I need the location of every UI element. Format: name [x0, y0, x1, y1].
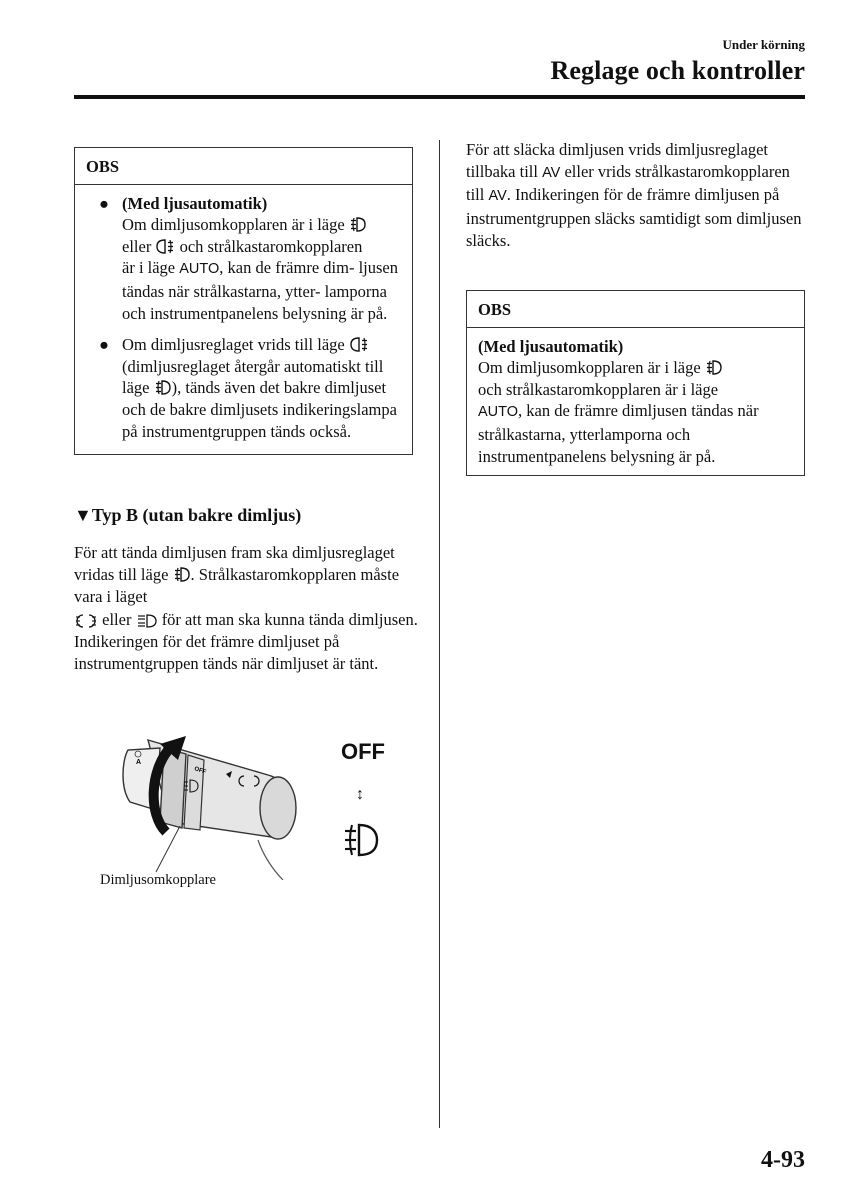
heading-text: Typ B (utan bakre dimljus) — [91, 505, 302, 525]
triangle-marker-icon: ▼ — [74, 505, 92, 525]
column-divider — [439, 140, 440, 1128]
up-down-arrow-icon: ↕ — [356, 786, 364, 803]
obs-title: (Med ljusautomatik) — [478, 336, 624, 356]
bullet-text: är i läge — [122, 258, 176, 278]
left-paragraph — [74, 542, 419, 675]
bullet-text: Om dimljusomkopplaren är i läge — [122, 215, 345, 235]
front-fog-lamp-icon — [350, 216, 366, 233]
header-section: Under körning — [722, 37, 805, 52]
para-text: För att tända dimljusen fram ska dimljusreglaget vridas till läge — [74, 543, 395, 585]
obs-box-right — [466, 290, 805, 476]
page-title: Reglage och kontroller — [550, 56, 805, 85]
rear-fog-lamp-icon — [350, 336, 368, 353]
header-rule — [74, 95, 805, 99]
obs-bullet-1: ● (Med ljusautomatik) Om dimljusomkopplaren är i läge eller och strålkastaromkopplaren är i läge AUTO, kan de främre dim- ljusen tändas när strålkastarna, ytter- lamporna och instrumentpanelens belysning är på. — [86, 193, 401, 325]
headlight-icon — [137, 614, 157, 628]
bullet-title: (Med ljusautomatik) — [122, 193, 268, 213]
auto-label: AUTO — [179, 261, 220, 278]
obs-box-left — [74, 147, 413, 455]
obs-text: Om dimljusomkopplaren är i läge — [478, 358, 701, 378]
bullet-text: Om dimljusreglaget vrids till läge — [122, 335, 345, 355]
front-fog-lamp-icon — [174, 566, 190, 583]
section-heading-typ-b — [74, 505, 301, 526]
bullet-text: eller — [122, 236, 152, 256]
auto-label: AUTO — [478, 404, 519, 421]
obs-heading: OBS — [75, 148, 412, 185]
parking-light-icon — [75, 614, 97, 628]
av-label: AV — [542, 165, 561, 182]
av-label: AV — [488, 188, 507, 205]
para-text: . Indikeringen för de främre dimljusen på instrumentgruppen släcks samtidigt som dimljusen släcks. — [466, 185, 802, 250]
front-fog-lamp-icon — [343, 820, 379, 860]
obs-text: och strålkastaromkopplaren är i läge — [478, 379, 719, 399]
off-label: OFF — [341, 739, 385, 764]
obs-text: , kan de främre dimljusen tändas när strålkastarna, ytterlamporna och instrumentpanelens belysning är på. — [478, 401, 759, 466]
para-text: för att man ska kunna tända dimljusen. — [161, 609, 418, 629]
rear-fog-lamp-icon — [156, 238, 174, 255]
illustration-caption: Dimljusomkopplare — [100, 872, 216, 888]
front-fog-lamp-icon — [155, 379, 171, 396]
bullet-text: , kan de främre dim- ljusen tändas när strålkastarna, ytter- lamporna och instrumentpanelens belysning är på. — [122, 258, 398, 323]
page-number: 4-93 — [761, 1147, 805, 1173]
right-paragraph — [466, 139, 811, 252]
bullet-text: (dimljusreglaget återgår automatiskt till läge — [122, 356, 384, 398]
para-text: eller vrids strålkastaromkopplaren till — [466, 162, 790, 205]
obs-heading: OBS — [467, 291, 804, 328]
bullet-text: och strålkastaromkopplaren — [179, 236, 363, 256]
auto-mark-icon: A — [136, 759, 142, 766]
switch-off-label: OFF — [193, 766, 207, 776]
para-text: För att släcka dimljusen vrids dimljusreglaget tillbaka till — [466, 140, 768, 182]
front-fog-lamp-icon — [706, 359, 722, 376]
para-text: Indikeringen för det främre dimljuset på instrumentgruppen tänds när dimljuset är tänt. — [74, 631, 379, 674]
obs-bullet-2: ● Om dimljusreglaget vrids till läge (dimljusreglaget återgår automatiskt till läge ), tänds även det bakre dimljuset och de bakre dimljusets indikeringslampa på instrumentgruppen tänds också. — [99, 335, 397, 441]
bullet-text: ), tänds även det bakre dimljuset och de bakre dimljusets indikeringslampa på instrumentgruppen tänds också. — [122, 378, 397, 441]
fog-switch-illustration — [108, 730, 308, 880]
para-text: . Strålkastaromkopplaren måste vara i läget — [74, 565, 400, 607]
para-text: eller — [102, 609, 132, 629]
